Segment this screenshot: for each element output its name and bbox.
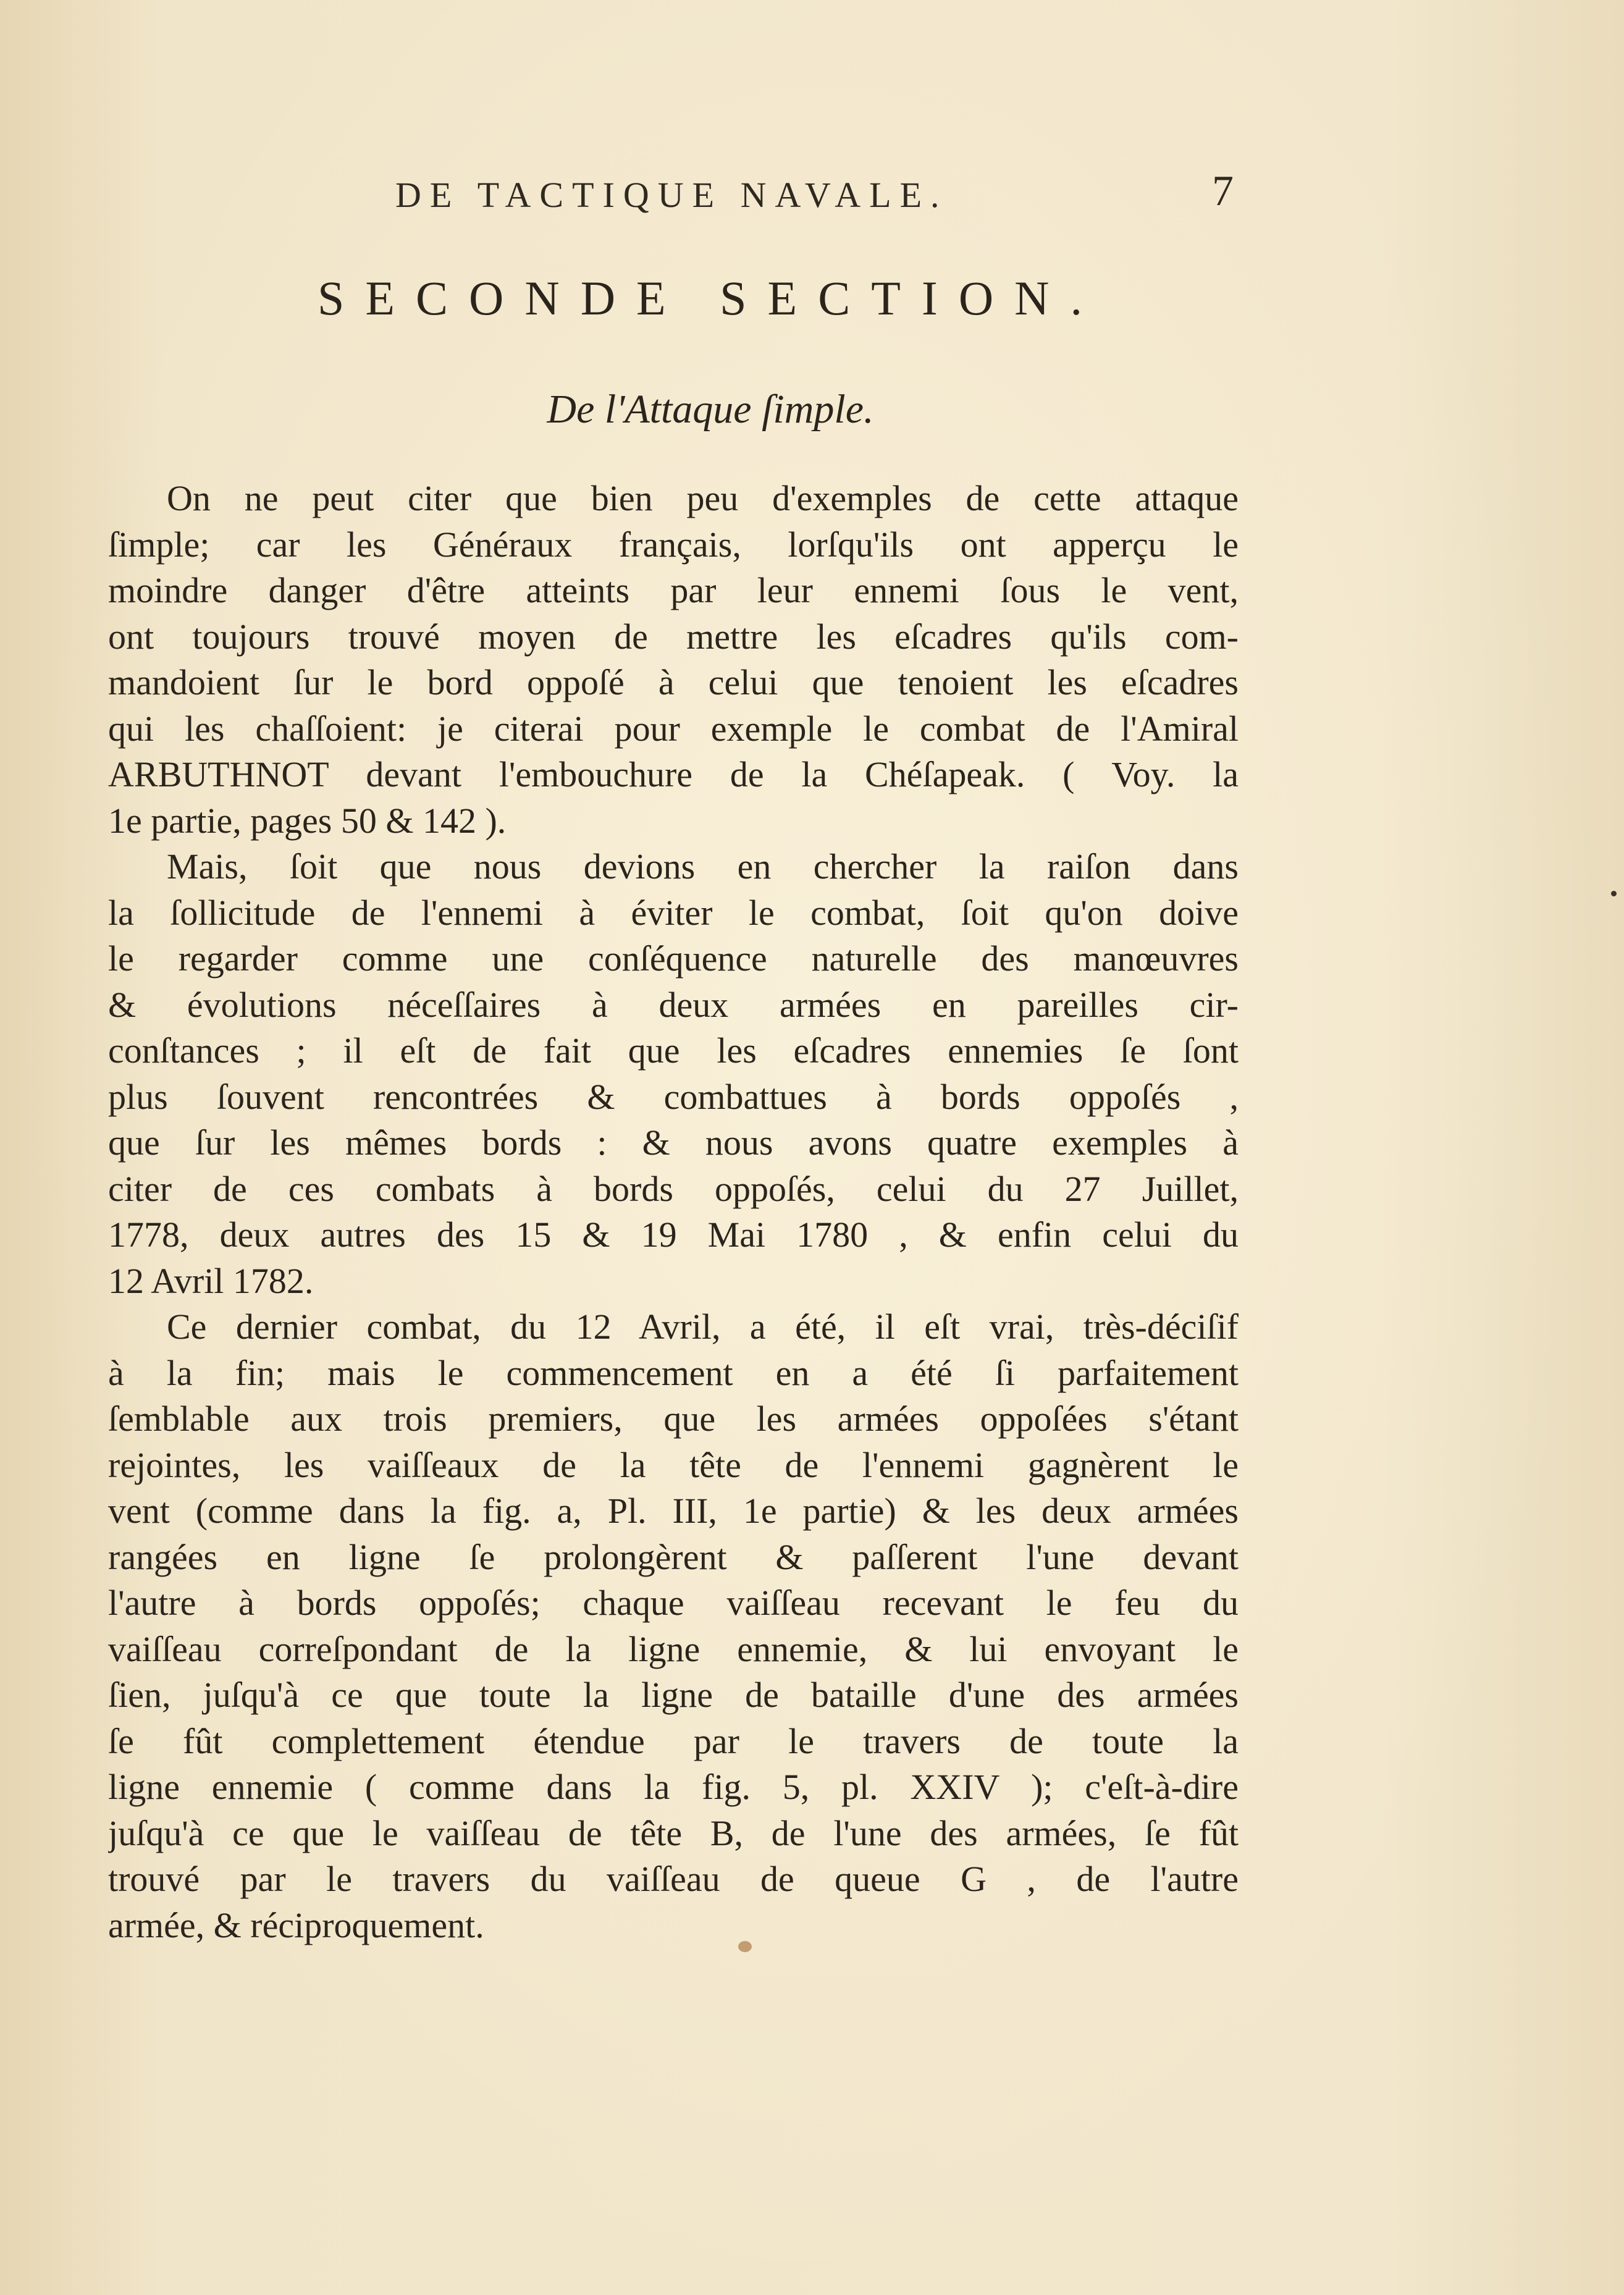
text-line: vent (comme dans la fig. a, Pl. III, 1e partie) & les deux armées — [108, 1491, 1239, 1531]
text-line: ſien, juſqu'à ce que toute la ligne de bataille d'une des armées — [108, 1675, 1239, 1715]
text-line: rangées en ligne ſe prolongèrent & paſſerent l'une devant — [108, 1536, 1239, 1577]
text-line: 1e partie, pages 50 & 142 ). — [108, 800, 507, 841]
running-head: DE TACTIQUE NAVALE. — [395, 175, 948, 215]
text-line: le regarder comme une conſéquence naturelle des manœuvres — [108, 938, 1239, 979]
text-line: Mais, ſoit que nous devions en chercher la raiſon dans — [167, 846, 1239, 886]
text-line: Ce dernier combat, du 12 Avril, a été, il eſt vrai, très-déciſif — [167, 1307, 1239, 1347]
text-line: mandoient ſur le bord oppoſé à celui que tenoient les eſcadres — [108, 662, 1239, 702]
text-line: vaiſſeau correſpondant de la ligne ennemie, & lui envoyant le — [108, 1628, 1239, 1669]
text-line: citer de ces combats à bords oppoſés, celui du 27 Juillet, — [108, 1168, 1239, 1209]
paragraph-3 — [108, 1304, 1239, 1948]
text-line: l'autre à bords oppoſés; chaque vaiſſeau recevant le feu du — [108, 1583, 1239, 1623]
text-line: ſimple; car les Généraux français, lorſqu'ils ont apperçu le — [108, 524, 1239, 565]
text-line: ont toujours trouvé moyen de mettre les eſcadres qu'ils com- — [108, 616, 1239, 657]
section-subtitle: De l'Attaque ſimple. — [547, 387, 874, 432]
text-line: 12 Avril 1782. — [108, 1260, 314, 1301]
text-line: On ne peut citer que bien peu d'exemples de cette attaque — [167, 478, 1239, 518]
text-line: conſtances ; il eſt de fait que les eſcadres ennemies ſe ſont — [108, 1030, 1239, 1071]
text-line: que ſur les mêmes bords : & nous avons quatre exemples à — [108, 1122, 1239, 1163]
text-line: à la fin; mais le commencement en a été ſi parfaitement — [108, 1352, 1239, 1393]
text-line: ARBUTHNOT devant l'embouchure de la Chéſapeak. ( Voy. la — [108, 754, 1239, 794]
edge-mark — [1611, 891, 1617, 896]
text-line: & évolutions néceſſaires à deux armées en pareilles cir- — [108, 984, 1239, 1025]
text-line: ſe fût complettement étendue par le travers de toute la — [108, 1720, 1239, 1761]
text-line: rejointes, les vaiſſeaux de la tête de l'ennemi gagnèrent le — [108, 1444, 1239, 1485]
text-line: qui les chaſſoient: je citerai pour exemple le combat de l'Amiral — [108, 708, 1239, 749]
text-line: plus ſouvent rencontrées & combattues à bords oppoſés , — [108, 1076, 1239, 1117]
text-line: ligne ennemie ( comme dans la fig. 5, pl. XXIV ); c'eſt-à-dire — [108, 1767, 1239, 1807]
text-line: armée, & réciproquement. — [108, 1905, 484, 1945]
paragraph-1 — [108, 476, 1239, 844]
text-line: la ſollicitude de l'ennemi à éviter le combat, ſoit qu'on doive — [108, 892, 1239, 933]
text-line: moindre danger d'être atteints par leur ennemi ſous le vent, — [108, 570, 1239, 610]
text-line: ſemblable aux trois premiers, que les armées oppoſées s'étant — [108, 1399, 1239, 1439]
section-title: SECONDE SECTION. — [317, 271, 1103, 325]
text-line: juſqu'à ce que le vaiſſeau de tête B, de l'une des armées, ſe fût — [108, 1813, 1239, 1853]
text-line: trouvé par le travers du vaiſſeau de queue G , de l'autre — [108, 1859, 1239, 1899]
paragraph-2 — [108, 844, 1239, 1304]
text-line: 1778, deux autres des 15 & 19 Mai 1780 , & enfin celui du — [108, 1215, 1239, 1255]
ink-blot — [738, 1941, 752, 1952]
body-text — [108, 476, 1239, 1948]
page-number: 7 — [1212, 167, 1234, 215]
